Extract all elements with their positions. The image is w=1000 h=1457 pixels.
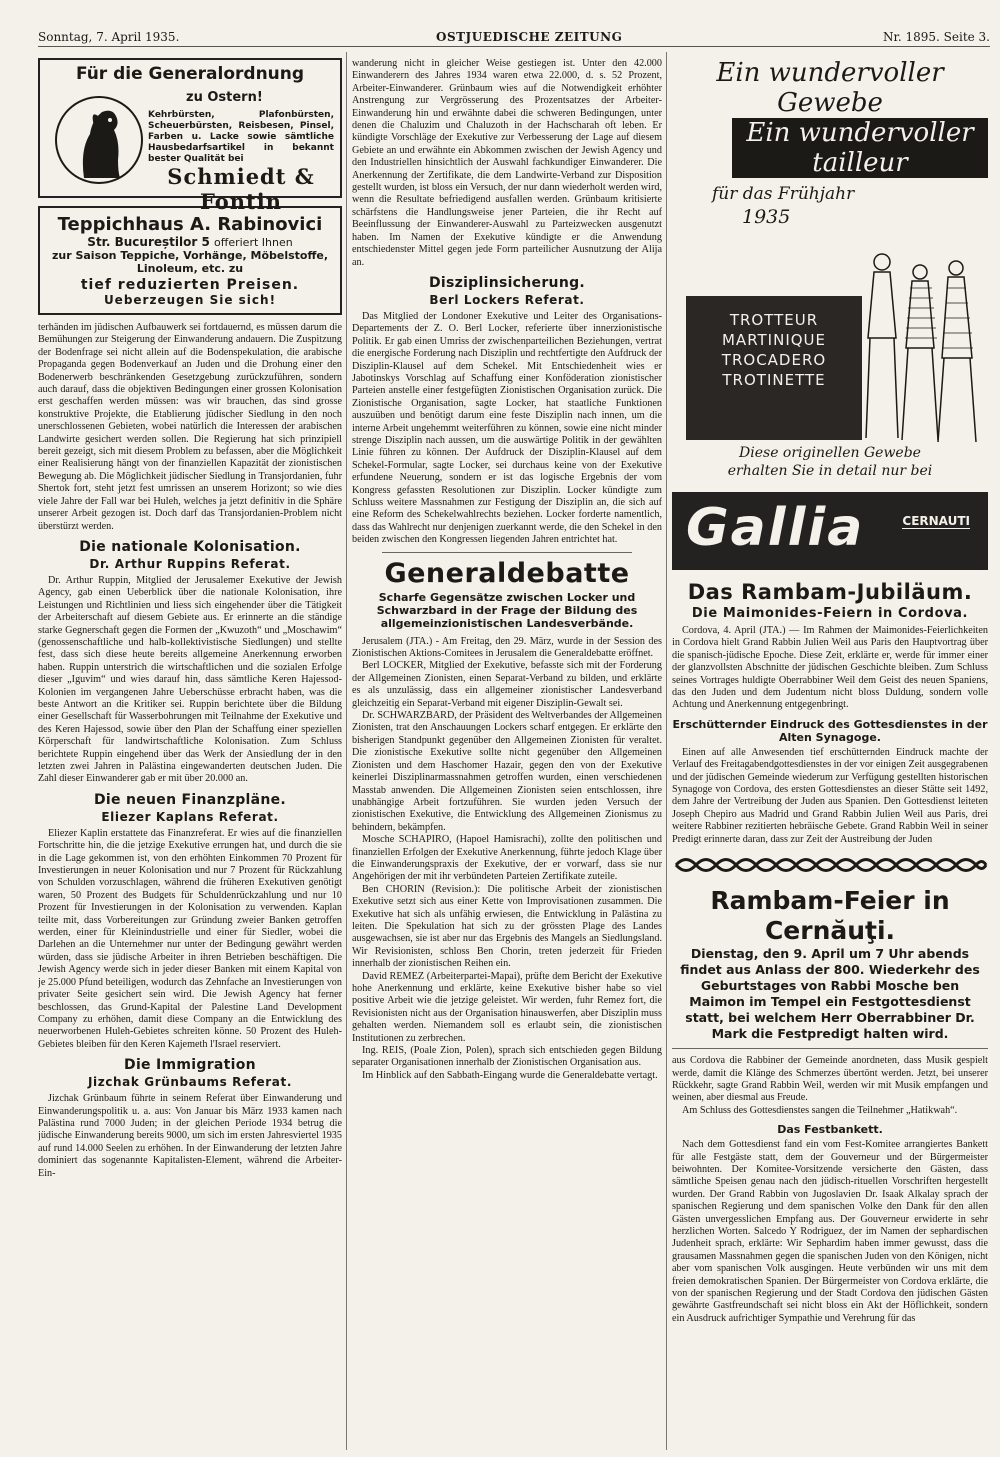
article-paragraph: Nach dem Gottesdienst fand ein vom Fest-Komitee arrangiertes Bankett für alle Festgäste statt, dem der Gouverneur und der Bürgermeister beiwohnten. Der Komitee-Vorsitzende versicherte den Gästen, dass sämtliche Speisen genau nach den jüdisch-rituellen Vorschriften hergestellt wurden. Der Grand Rabbin von Jugoslavien Dr. Isaak Alkalay sprach der spanischen Regierung und dem spanischen Volke den Dank für den allen Gästen unvergesslichen Empfang aus. Der Gouverneur erwiderte in sehr herzlichen Worten. Salcedo Y Rodriguez, der im Namen der sephardischen Judenheit sprach, erklärte: Wir Sephardim haben immer gewusst, dass die grausamen Massnahmen gegen die spanischen Juden von den Königen, nicht aber vom spanischen Volk ausgingen. Heute verbünden wir uns mit dem freien demokratischen Spanien. Der Bürgermeister von Cordova erklärte, die von der spanischen Regierung und der Stadt Cordova den jüdischen Gästen gewährte Gastfreundschaft sei nicht bloss ein Akt der Höflichkeit, sondern ein Ausdruck aufrichtiger Sympathie und Verehrung für das: [672, 1139, 988, 1324]
ad-rabinovici: [38, 206, 342, 315]
divider: [672, 1048, 988, 1049]
article-paragraph: Einen auf alle Anwesenden tief erschütternden Eindruck machte der Verlauf des Freitagabendgottesdienstes in der vor einigen Zeit ausgegrabenen und der jüdischen Gemeinde wiederum zur Verfügung gestellten historischen Synagoge von Cordova, des ersten Gottesdienstes an dieser Stätte seit 1492, dem Jahre der Vertreibung der Juden aus Spanien. Den Gottesdienst leiteten Joseph Chepiro aus Madrid und Grand Rabbin Julien Weil aus Paris, drei weitere Rabbiner rezitierten hebräische Gebete. Grand Rabbin Weil in seiner Predigt erinnerte daran, dass zur Zeit der Austreibung der Juden: [672, 746, 988, 845]
section-subheading: Das Festbankett.: [777, 1123, 883, 1137]
ad-gewebe: [672, 58, 988, 178]
rambam-feier-title-1: Rambam-Feier in: [710, 886, 950, 916]
article-paragraph: Mosche SCHAPIRO, (Hapoel Hamisrachi), zollte den politischen und finanziellen Erfolgen der Exekutive Anerkennung, führte jedoch Klage über die Einwanderungspraxis der Exekutive, der er vorwarf, dass sie nur Angehörigen der mit ihr verbündeten Parteien Zertifikate zuteile.: [352, 834, 662, 883]
rambam-feier-title-2: Cernăuţi.: [764, 916, 896, 946]
headline-generaldebatte: Generaldebatte: [384, 557, 630, 589]
page-number: Nr. 1895. Seite 3.: [882, 30, 990, 44]
gallia-logo: Gallia: [686, 498, 865, 558]
article-paragraph: Am Schluss des Gottesdienstes sangen die Teilnehmer „Hatikwah“.: [682, 1104, 958, 1116]
ad-year: 1935: [742, 206, 791, 228]
article-paragraph: terhänden im jüdischen Aufbauwerk sei fortdauernd, es müssen darum die Bemühungen zur Steigerung der Einwanderung andauern. Die Zuspitzung der Bodenfrage sei nicht allein auf die Bodenspekulation, die arabische Propaganda gegen Bodenverkauf an Juden und die Drohung einer den Bodenerwerb beschränkenden Gesetzgebung zurückzuführen, sondern auch darauf, dass die objektiven Bedingungen einer grossen Kolonisation erst geschaffen werden müssen: was wir brauchen, das sind grosse konstruktive Projekte, die Etablierung jüdischer Siedlung in den noch unerschlossenen Gebieten, wobei natürlich die Interessen der arabischen Landwirte gesichert werden sollen. Die Regierung hat sich prinzipiell bereit gezeigt, sich mit diesem Problem zu befassen, aber die Möglichkeit einer Realisierung hängt von der finanziellen Kapazität der zionistischen Bewegung ab. Die Möglichkeit jüdischer Siedlung in Transjordanien, fuhr Shertok fort, steht jetzt fest umrissen an unserem Horizont; so wie dies viele Jahre der Fall war bei Huleh, welches ja jetzt definitiv in die Sphäre unserer Arbeit gezogen ist. Doch darf das Transjordanien-Problem nicht überstürzt werden.: [38, 322, 342, 532]
section-heading: Die nationale Kolonisation.: [79, 538, 301, 555]
ad-gallia: [672, 492, 988, 570]
column-middle: [352, 58, 662, 1450]
section-heading: Die Immigration: [124, 1057, 256, 1074]
section-subheading: Die Maimonides-Feiern in Cordova.: [691, 606, 969, 621]
section-subheading: Eliezer Kaplans Referat.: [101, 809, 279, 824]
ad-tagline: [672, 444, 988, 480]
ad-convince: Ueberzeugen Sie sich!: [103, 293, 277, 307]
article-paragraph: wanderung nicht in gleicher Weise gestiegen ist. Unter den 42.000 Einwanderern des Jahres 1934 waren etwa 22.000, d. s. 52 Prozent, Arbeiter-Einwanderer. Grünbaum wies auf die Notwendigkeit erhöhter Anstrengung zur Vergrösserung des Prozentsatzes der Arbeiter-Einwanderung hin und erwähnte dabei die schweren Bedingungen, unter denen die Chaluzim und Chaluzoth in der Hachscharah oft leben. Er kündigte Vorschläge der Exekutive zur Verbesserung der Lage auf diesem Gebiete an und erwähnte ein Abkommen zwischen der Jewish Agency und den Industriellen hinsichtlich der Auswahl fachkundiger Einwanderer. Die Anerkennung der Zertifikate, die dem Landwirte-Verband zur Disposition gestellt wurden, ist bloss ein Versuch, der nur dann wiederholt werden wird, wenn die Resultate befriedigend ausfallen werden. Grünbaum kritisierte schärfstens die Handlungsweise jener Parteien, die ihr Recht auf Beeinflussung der Einwanderer-Auswahl zu Parteizwecken ausgenutzt haben. Im Namen der Exekutive kündigte er die Anwendung entschiedenster Mittel gegen jede Form parteilicher Ausnutzung der Alija an.: [352, 58, 662, 268]
ad-tagline-1: Diese originellen Gewebe: [739, 445, 921, 461]
ad-line: zur Saison Teppiche, Vorhänge, Möbelstoffe, Linoleum, etc. zu: [51, 249, 329, 275]
ad-address: Str. Bucureștilor 5: [87, 235, 210, 249]
article-paragraph: Eliezer Kaplin erstattete das Finanzreferat. Er wies auf die finanziellen Fortschritte hin, die die jetzige Exekutive errungen hat, und durch die sie in die Lage gekommen ist, von den erhöhten Einkommen 70 Prozent für Investierungen in neuer Kolonisation und nur 7 Prozent für Rückzahlung von Schulden vorzuschlagen, während die früheren Exekutiven genötigt waren, 50 Prozent des Budgets für Schuldenrückzahlung und nur 10 Prozent für Investierungen in der Kolonisation zu verwenden. Kaplan teilte mit, dass Vorbereitungen zur Gründung zweier Banken getroffen werden, einer für Kleinindustrielle und einer für Siedler, wobei die Darlehen an die Unternehmer nur unter der Bedingung gewährt werden würden, dass sie jüdische Arbeiter in ihren Betrieben beschäftigen. Die Jewish Agency werde sich in jeder dieser Banken mit einem Kapital von je 25.000 Pfund beteiligen, wodurch das Zehnfache an Investierungen von privater Seite gesichert sein wird. Die Jewish Agency hat ferner beschlossen, das Grund-Kapital der Palestine Land Development Company zu erhöhen, damit diese Company an die Entwicklung des neuerworbenen Huleh-Gebietes schreiten könne. 50 Prozent des Huleh-Gebietes bleiben für den Keren Kajemeth l'Israel reserviert.: [38, 827, 342, 1050]
ad-prices: tief reduzierten Preisen.: [80, 277, 300, 293]
article-paragraph: Das Mitglied der Londoner Exekutive und Leiter des Organisations-Departements der Z. O. Berl Locker, referierte über innerzionistische Politik. Er gab einen Umriss der zwischenparteilichen Beziehungen, vertrat die energische Forderung nach Disziplin und rechtfertigte den Aufdruck der Disziplin-Klausel auf dem Schekel. Mit Entschiedenheit wies er Jabotinskys Vorschlag auf Schaffung einer Konföderation zionistischer Parteien anstelle einer festgefügten Zionistischen Organisation zurück. Die Zionistische Organisation, sagte Locker, hat staatliche Funktionen auszuüben und benötigt darum eine feste Disziplin nach innen, um die interne Arbeit ungehemmt weiterführen zu können, sowie eine nicht minder strenge Disziplin nach aussen, um die auswärtige Politik in der gewählten Linie führen zu können. Der Aufdruck der Disziplin-Klausel auf dem Schekel-Formular, sagte Locker, sei durchaus keine von der Exekutive erfundene Neuerung, sondern er ist das logische Ergebnis der vom Kongress gefassten Resolutionen zur Disziplin. Locker kündigte zum Schluss weitere Massnahmen zur Festigung der Disziplin an, die sich auf eine Reform des Schekelwahlrechts beziehen. Locker forderte namentlich, dass das Wahlrecht nur denjenigen zuerkannt werde, die den Schekel in den beiden zwischen den Kongressen liegenden Jahren entrichtet hat.: [352, 310, 662, 546]
divider: [382, 552, 632, 553]
fashion-figures-icon: [852, 248, 982, 448]
section-subheading: Erschütternder Eindruck des Gottesdienstes in der Alten Synagoge.: [672, 717, 988, 744]
section-subheading: Dr. Arthur Ruppins Referat.: [89, 556, 291, 571]
section-heading: Das Rambam-Jubiläum.: [687, 580, 973, 604]
fabric-name: MARTINIQUE: [721, 331, 827, 349]
ad-text: Kehrbürsten, Plafonbürsten, Scheuerbürsten, Reisbesen, Pinsel, Farben u. Lacke sowie sämtliche Hausbedarfsartikel in bekannt bester Qualität bei: [148, 110, 334, 164]
ad-shop-name: Teppichhaus A. Rabinovici: [57, 214, 323, 235]
article-paragraph: Dr. Arthur Ruppin, Mitglied der Jerusalemer Exekutive der Jewish Agency, gab einen Ueberblick über die nationale Kolonisation, ihre Leistungen und Richtlinien und liess sich eingehender über die Tätigkeit der Arbeiterschaft auf diesem Gebiete aus. Er erinnerte an die ständige starke Gegnerschaft gegen die Formen der „Kwuzoth“ und „Moschawim“ (genossenschaftliche und halb-kollektivistische Siedlungen) und stellte fest, dass sich diese heute bereits allgemeine Anerkennung erworben haben. Ruppin unterstrich die wirtschaftlichen und die sozialen Erfolge dieser „Iguvim“ und wies darauf hin, dass sämtliche Keren Hajessod-Kolonien im vergangenen Jahre Ueberschüsse erbracht haben, was die beste Antwort an die Kritiker sei. Ruppin berichtete über die Bildung einer Gesellschaft für Wasserbohrungen mit Teilnahme der Exekutive und des Keren Hajessod, sowie über den Plan der Schaffung einer speziellen Körperschaft für landwirtschaftliche Kolonisation. Zum Schluss berichtete Ruppin eingehend über das Werk der Ansiedlung der in den letzten zwei Jahren in Palästina eingewanderten deutschen Juden. Die Zahl dieser Einwanderer gab er mit über 20.000 an.: [38, 574, 342, 785]
article-paragraph: Berl LOCKER, Mitglied der Exekutive, befasste sich mit der Forderung der Allgemeinen Zionisten, einen Separat-Verband zu bilden, und erklärte es als unzulässig, dass ein allgemeiner zionistischer Landesverband gleichzeitig ein Separat-Verband mit eigener Disziplin-Gewalt sei.: [352, 660, 662, 709]
ad-gewebe-line1: Ein wundervoller Gewebe: [716, 58, 944, 118]
section-subheading: Jizchak Grünbaums Referat.: [87, 1075, 293, 1090]
article-paragraph: Dr. SCHWARZBARD, der Präsident des Weltverbandes der Allgemeinen Zionisten, trat den Anschauungen Lockers scharf entgegen. Er erklärte den bisherigen Standpunkt gegenüber den Allgemeinen Zionisten für veraltet. Die zionistische Exekutive sollte nicht gegenüber den Allgemeinen Zionisten und dem Haschomer Hazair, gegen den von der Exekutive keinerlei Disziplinarmassnahmen getroffen wurden, einen verschiedenen Masstab anwenden. Die Allgemeinen Zionisten seien entschlossen, ihre unabhängige Arbeit fortzuführen. Sie wurden jeden Versuch der zionistischen Exekutive, die Entwicklung des Allgemeinen Zionismus zu behindern, bekämpfen.: [352, 710, 662, 833]
fabric-name: TROTTEUR: [729, 311, 819, 329]
issue-date: Sonntag, 7. April 1935.: [38, 30, 180, 44]
column-right: [672, 58, 988, 1450]
article-paragraph: Ben CHORIN (Revision.): Die politische Arbeit der zionistischen Exekutive setzt sich aus einer Kette von Improvisationen zusammen. Die Exekutive hat sich als unfähig erwiesen, die Entwicklung in Palästina zu leiten. Die Spekulation hat sich zu der grössten Plage des Landes ausgewachsen, sie ist aber nur das Ergebnis des Mangels an Siedlungsland. Wir Revisionisten, schloss Ben Chorin, treten jederzeit für Frieden innerhalb der zionistischen Reihen ein.: [352, 883, 662, 970]
article-paragraph: aus Cordova die Rabbiner der Gemeinde anordneten, dass Musik gespielt werde, damit die Klänge des Schmerzes übertönt werden. Jetzt, bei unserer Rückkehr, sagte Grand Rabbin Weil, werden wir mit Musik empfangen und weinen, aber diesmal aus Freude.: [672, 1055, 988, 1104]
ad-brand: Schmiedt & Fontin: [167, 164, 315, 214]
section-subheading: Berl Lockers Referat.: [429, 292, 585, 307]
article-paragraph: Ing. REIS, (Poale Zion, Polen), sprach sich entschieden gegen Bildung separater Organisationen innerhalb der Zionistischen Organisation aus.: [352, 1045, 662, 1069]
newspaper-title: OSTJUEDISCHE ZEITUNG: [436, 30, 623, 44]
ornament-divider-icon: [672, 854, 988, 876]
dog-logo-icon: [54, 90, 144, 186]
gallia-city: CERNAUTI: [902, 514, 970, 528]
ad-season: für das Frühjahr: [712, 184, 855, 204]
fabric-name: TROCADERO: [721, 351, 827, 369]
section-heading: Die neuen Finanzpläne.: [93, 791, 287, 808]
masthead: [38, 30, 990, 47]
article-paragraph: Jizchak Grünbaum führte in seinem Referat über Einwanderung und Einwanderungspolitik u. a. aus: Von Januar bis März 1933 kamen nach Palästina rund 7000 Juden; in der gleichen Periode 1934 betrug die jüdische Einwanderung bereits 9000, um sich im ersten Jahresviertel 1935 auf rund 14.000 Seelen zu erhöhen. In der Einwanderung der letzten Jahre dominiert das sogenannte Kapitalisten-Element, während die Arbeiter-Ein-: [38, 1093, 342, 1179]
ad-tagline-2: erhalten Sie in detail nur bei: [727, 463, 933, 479]
ad-generalordnung: [38, 58, 342, 214]
ad-subheadline: zu Ostern!: [186, 90, 263, 105]
article-paragraph: Jerusalem (JTA.) - Am Freitag, den 29. März, wurde in der Session des Zionistischen Aktions-Comitees in Jerusalem die Generaldebatte eröffnet.: [352, 635, 662, 660]
article-paragraph: David REMEZ (Arbeiterpartei-Mapai), prüfte dem Bericht der Exekutive hohe Anerkennung und erklärte, keine Exekutive bisher habe so viel positive Arbeit wie die jetzige geleistet. Wir werden, fuhr Remez fort, die Revisionisten nicht aus der Organisation hinauswerfen, aber Disziplin muss gehalten werden. Niemandem soll es erlaubt sein, die zionistischen Institutionen zu zerbrechen.: [352, 970, 662, 1044]
ad-fashion: [672, 178, 988, 446]
column-rule: [666, 52, 667, 1450]
section-heading: Disziplinsicherung.: [428, 274, 586, 291]
column-rule: [346, 52, 347, 1450]
fabric-list: [686, 296, 862, 440]
ad-gewebe-line2: Ein wundervoller tailleur: [732, 118, 988, 178]
ad-offer: offeriert Ihnen: [214, 236, 293, 249]
fabric-name: TROTINETTE: [722, 371, 826, 389]
column-left: [38, 58, 342, 1450]
ad-headline: Für die Generalordnung: [75, 64, 305, 84]
article-paragraph: Cordova, 4. April (JTA.) — Im Rahmen der Maimonides-Feierlichkeiten in Cordova hielt Grand Rabbin Julien Weil aus Paris den Hauptvortrag über die spanisch-jüdische Epoche. Diese Zeit, erklärte er, werde für immer einer der glanzvollsten Abschnitte der jüdischen Geschichte bleiben. Zum Schluss seines Vortrages huldigte Oberrabbiner Weil dem Geist des neuen Spaniens, das den Juden und dem Judentum nicht bloss Duldung, sondern volle Achtung und Anerkennung entgegenbringt.: [672, 625, 988, 711]
rambam-feier-text: Dienstag, den 9. April um 7 Uhr abends findet aus Anlass der 800. Wiederkehr des Geburtstages von Rabbi Mosche ben Maimon im Tempel ein Festgottesdienst statt, bei welchem Herr Oberrabbiner Dr. Mark die Festpredigt halten wird.: [680, 946, 980, 1042]
rambam-feier-title: [672, 886, 988, 946]
headline-deck: Scharfe Gegensätze zwischen Locker und Schwarzbard in der Frage der Bildung des allgemeinzionistischen Landesverbände.: [376, 590, 638, 630]
article-paragraph: Im Hinblick auf den Sabbath-Eingang wurde die Generaldebatte vertagt.: [362, 1069, 658, 1081]
